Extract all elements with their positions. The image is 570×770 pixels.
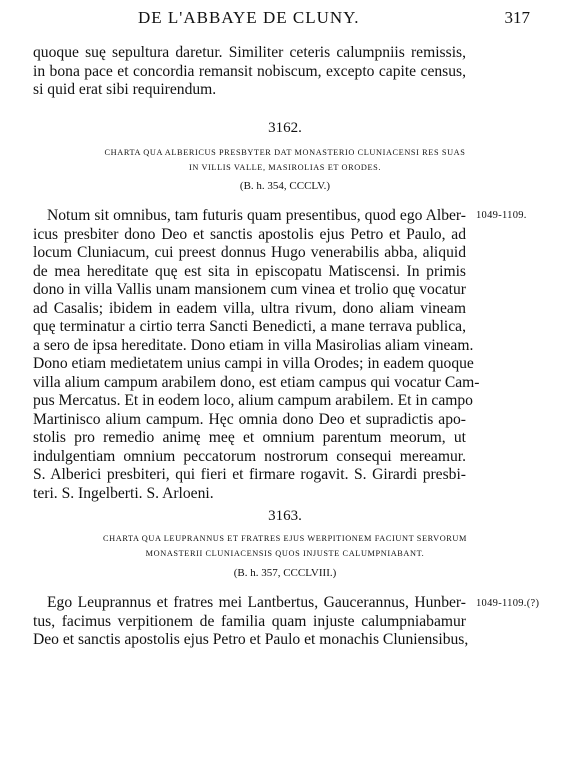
text-line: Ego Leuprannus et fratres mei Lantbertus, Gaucerannus, Hunber- xyxy=(47,594,466,611)
charter-title xyxy=(0,145,570,175)
text-line: a sero de ipsa hereditate. Dono etiam in villa Masirolias aliam vineam. xyxy=(33,336,474,354)
text-line: icus presbiter dono Deo et sanctis apostolis ejus Petro et Paulo, ad xyxy=(33,225,466,243)
charter-title-line: CHARTA QUA LEUPRANNUS ET FRATRES EJUS WERPITIONEM FACIUNT SERVORUM xyxy=(103,534,467,543)
text-line: Deo et sanctis apostolis ejus Petro et Paulo et monachis Cluniensibus, xyxy=(33,631,469,648)
text-line: Notum sit omnibus, tam futuris quam presentibus, quod ego Alber- xyxy=(47,207,466,224)
charter-text xyxy=(33,207,480,503)
charter-number: 3162. xyxy=(268,120,302,136)
charter-reference: (B. h. 354, CCCLV.) xyxy=(239,180,331,192)
page-number: 317 xyxy=(504,8,530,27)
text-line: Martinisco alium campum. Hęc omnia dono Deo et supradictis apo- xyxy=(33,410,466,428)
text-line: quę terminatur a cirtio terra Sancti Benedicti, a mane terrava publica, xyxy=(33,318,466,335)
margin-date: 1049-1109.(?) xyxy=(476,598,540,609)
text-line: de mea hereditate quę est sita in episcopatu Matiscensi. In primis xyxy=(33,262,466,280)
text-line: Dono etiam medietatem unius campi in villa Orodes; in eadem quoque xyxy=(33,355,474,372)
charter-title-line: MONASTERII CLUNIACENSIS QUOS INJUSTE CALUMPNIABANT. xyxy=(145,549,425,558)
text-line: indulgentiam omnium peccatorum nostrorum consequi mereamur. xyxy=(33,447,466,465)
charter-reference: (B. h. 357, CCCLVIII.) xyxy=(233,567,337,579)
text-line: si quid erat sibi requirendum. xyxy=(33,81,217,98)
text-line: ad Casalis; ibidem in eadem villa, ultra rivum, dono aliam vineam xyxy=(33,299,466,317)
text-line: teri. S. Ingelberti. S. Arloeni. xyxy=(33,484,214,502)
margin-date: 1049-1109. xyxy=(476,210,527,221)
text-line: in bona pace et concordia remansit nobiscum, excepto capite census, xyxy=(33,62,466,80)
intro-paragraph xyxy=(33,44,466,100)
running-title: DE L'ABBAYE DE CLUNY. xyxy=(138,8,360,27)
text-line: stolis pro remedio animę meę et omnium parentum meorum, ut xyxy=(33,429,466,446)
text-line: quoque suę sepultura daretur. Similiter ceteris calumpniis remissis, xyxy=(33,44,466,61)
text-line: S. Alberici presbiteri, qui fieri et firmare rogavit. S. Girardi presbi- xyxy=(33,466,466,483)
running-header xyxy=(30,8,530,30)
charter-title-line: IN VILLIS VALLE, MASIROLIAS ET ORODES. xyxy=(188,163,382,172)
text-line: dono in villa Vallis unam mansionem cum vinea et trolio quę vocatur xyxy=(33,281,466,298)
text-line: villa alium campum arabilem dono, est etiam campus qui vocatur Cam- xyxy=(33,373,480,391)
charter-title-line: CHARTA QUA ALBERICUS PRESBYTER DAT MONASTERIO CLUNIACENSI RES SUAS xyxy=(104,148,466,157)
charter-text xyxy=(33,594,469,650)
text-line: locum Cluniacum, cui preest donnus Hugo venerabilis abba, aliquid xyxy=(33,244,466,261)
text-line: tus, facimus verpitionem de familia quam injuste calumpniabamur xyxy=(33,612,466,630)
charter-title xyxy=(0,531,570,561)
text-line: pus Mercatus. Et in eodem loco, alium campum arabilem. Et in campo xyxy=(33,392,473,409)
charter-number: 3163. xyxy=(268,508,302,524)
